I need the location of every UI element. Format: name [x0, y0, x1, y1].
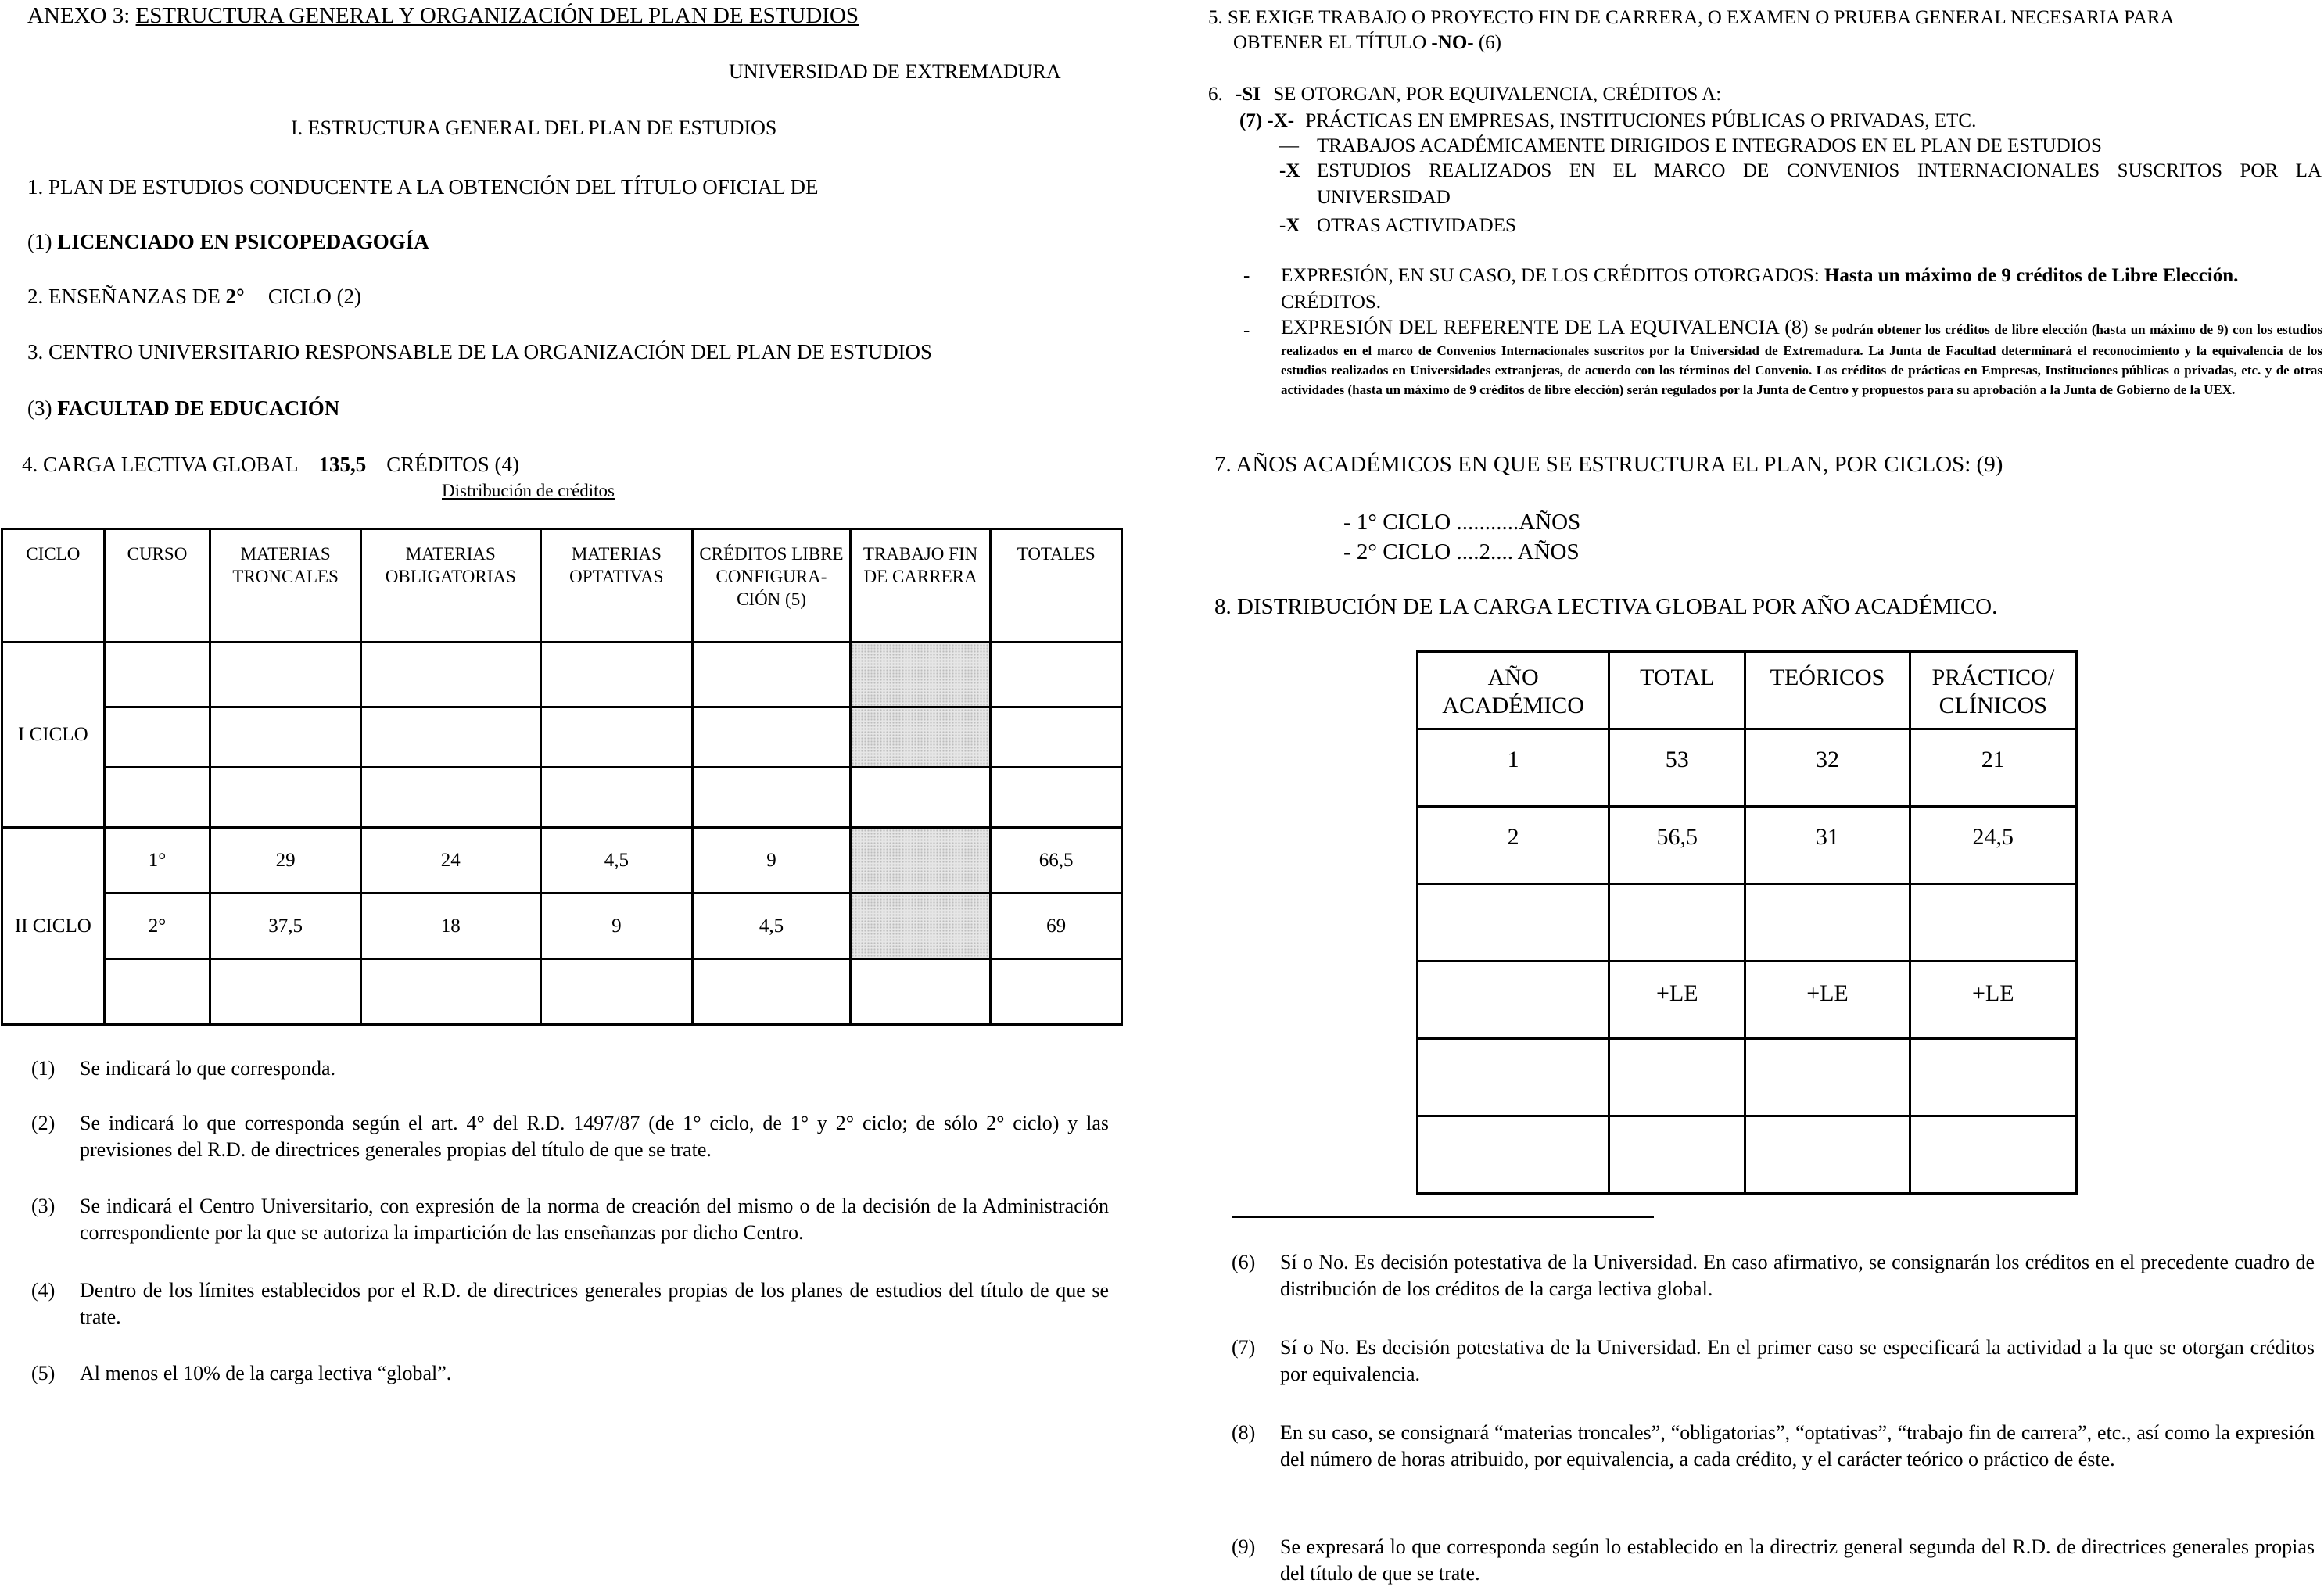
table-row: [1418, 1116, 2077, 1194]
item-6-line: 6. -SI SE OTORGAN, POR EQUIVALENCIA, CRÉDITOS A:: [1208, 84, 1722, 105]
item-1-label: 1. PLAN DE ESTUDIOS CONDUCENTE A LA OBTENCIÓN DEL TÍTULO OFICIAL DE: [27, 175, 819, 199]
footnote-2: (2) Se indicará lo que corresponda según el art. 4° del R.D. 1497/87 (de 1° ciclo, de 1° y 2° ciclo; de sólo 2° ciclo) y las previsiones del R.D. de directrices generales propias del título de que se trate.: [31, 1112, 1109, 1161]
header-troncales: MATERIAS TRONCALES: [210, 529, 361, 643]
footnote-1: (1) Se indicará lo que corresponda.: [31, 1057, 336, 1080]
header-obligatorias: MATERIAS OBLIGATORIAS: [360, 529, 540, 643]
shaded-cell: [850, 643, 991, 707]
dash-icon: -: [1243, 320, 1250, 341]
shaded-cell: [850, 894, 991, 959]
table-row: 2° 37,5 18 9 4,5 69: [2, 894, 1122, 959]
item-7-cycle-1: - 1° CICLO ...........AÑOS: [1343, 510, 1581, 535]
item-7-label: 7. AÑOS ACADÉMICOS EN QUE SE ESTRUCTURA EL PLAN, POR CICLOS: (9): [1214, 452, 2003, 477]
header-totales: TOTALES: [991, 529, 1122, 643]
footnote-6: (6) Sí o No. Es decisión potestativa de la Universidad. En caso afirmativo, se consignarán los créditos en el precedente cuadro de distribución de los créditos de la carga lectiva global.: [1232, 1251, 2315, 1300]
table-row: [1418, 1039, 2077, 1116]
footnote-4: (4) Dentro de los límites establecidos por el R.D. de directrices generales propias de los planes de estudios del título de que se trate.: [31, 1279, 1109, 1328]
ciclo-ii-cell: II CICLO: [2, 828, 105, 1025]
faculty-name: FACULTAD DE EDUCACIÓN: [57, 396, 340, 420]
item-2-line: 2. ENSEÑANZAS DE 2° CICLO (2): [27, 285, 362, 308]
item-5-line-2: OBTENER EL TÍTULO -NO- (6): [1233, 32, 1501, 53]
table-row: 2 56,5 31 24,5: [1418, 807, 2077, 884]
distribution-caption: Distribución de créditos: [442, 481, 615, 500]
equivalence-reference-value: Se podrán obtener los créditos de libre elección (hasta un máximo de 9) con los estudios realizados en el marco de Convenios Internacionales suscritos por la Universidad de Extremadura. La Junta de Facultad determinará el reconocimiento y la equivalencia de los estudios realizados en Universidades extranjeras, de acuerdo con los términos del Convenio. Los créditos de prácticas en Empresas, Instituciones públicas o privadas, etc. y de otras actividades (hasta un máximo de 9 créditos de libre elección) serán regulados por la Junta de Centro y propuestos para su aprobación a la Junta de Gobierno de la UEX.: [1281, 322, 2322, 397]
item-8-label: 8. DISTRIBUCIÓN DE LA CARGA LECTIVA GLOBAL POR AÑO ACADÉMICO.: [1214, 594, 1998, 619]
list-item-text: TRABAJOS ACADÉMICAMENTE DIRIGIDOS E INTEGRADOS EN EL PLAN DE ESTUDIOS: [1317, 135, 2102, 156]
item-7-cycle-2: - 2° CICLO ....2.... AÑOS: [1343, 539, 1580, 564]
ciclo-i-cell: I CICLO: [2, 643, 105, 828]
section-title: I. ESTRUCTURA GENERAL DEL PLAN DE ESTUDIOS: [291, 116, 777, 139]
list-item: -X: [1279, 160, 1300, 181]
header-teoricos: TEÓRICOS: [1745, 652, 1910, 729]
annex-heading: ANEXO 3: ESTRUCTURA GENERAL Y ORGANIZACIÓN DEL PLAN DE ESTUDIOS: [27, 3, 859, 28]
dash-icon: -: [1243, 265, 1250, 286]
header-total: TOTAL: [1609, 652, 1745, 729]
header-practico-clinicos: PRÁCTICO/ CLÍNICOS: [1910, 652, 2076, 729]
shaded-cell: [850, 707, 991, 768]
footnote-5: (5) Al menos el 10% de la carga lectiva “global”.: [31, 1362, 452, 1384]
table-row: II CICLO 1° 29 24 4,5 9 66,5: [2, 828, 1122, 894]
university-name: UNIVERSIDAD DE EXTREMADURA: [729, 60, 1061, 83]
footnote-8: (8) En su caso, se consignará “materias troncales”, “obligatorias”, “optativas”, “trabajo fin de carrera”, etc., así como la expresión del número de horas atribuido, por equivalencia, a cada crédito, y el carácter teórico o práctico de éste.: [1232, 1421, 2315, 1470]
footnote-9: (9) Se expresará lo que corresponda según lo establecido en la directriz general segunda del R.D. de directrices generales propias del título de que se trate.: [1232, 1535, 2315, 1585]
footnote-3: (3) Se indicará el Centro Universitario, con expresión de la norma de creación del mismo o de la decisión de la Administración correspondiente por la que se autoriza la impartición de las enseñanzas por dicho Centro.: [31, 1195, 1109, 1244]
cycle-value: 2°: [225, 285, 245, 308]
footnote-7: (7) Sí o No. Es decisión potestativa de la Universidad. En el primer caso se especificará la actividad a la que se otorgan créditos por equivalencia.: [1232, 1336, 2315, 1385]
final-project-value: NO: [1437, 32, 1468, 53]
list-item: -X: [1279, 215, 1300, 236]
header-ciclo: CICLO: [2, 529, 105, 643]
item-1-value-line: (1) LICENCIADO EN PSICOPEDAGOGÍA: [27, 230, 429, 253]
list-item-text: ESTUDIOS REALIZADOS EN EL MARCO DE CONVENIOS INTERNACIONALES SUSCRITOS POR LA UNIVERSIDAD: [1317, 160, 2322, 208]
credits-expression: EXPRESIÓN, EN SU CASO, DE LOS CRÉDITOS OTORGADOS: Hasta un máximo de 9 créditos de Libre Elección. CRÉDITOS.: [1281, 265, 2239, 313]
academic-year-distribution-table: [1416, 650, 2078, 1195]
degree-title: LICENCIADO EN PSICOPEDAGOGÍA: [57, 230, 429, 253]
shaded-cell: [850, 828, 991, 894]
header-trabajo-fin-carrera: TRABAJO FIN DE CARRERA: [850, 529, 991, 643]
list-item: —: [1279, 135, 1299, 156]
item-3-value-line: (3) FACULTAD DE EDUCACIÓN: [27, 396, 340, 420]
item-3-label: 3. CENTRO UNIVERSITARIO RESPONSABLE DE LA ORGANIZACIÓN DEL PLAN DE ESTUDIOS: [27, 340, 933, 364]
list-item: (7) -X- PRÁCTICAS EN EMPRESAS, INSTITUCIONES PÚBLICAS O PRIVADAS, ETC.: [1239, 110, 1977, 131]
table-row: 1 53 32 21: [1418, 729, 2077, 807]
credits-expression-value: Hasta un máximo de 9 créditos de Libre Elección.: [1824, 265, 2239, 286]
credits-distribution-table: [1, 528, 1123, 1026]
equivalence-mark: -SI: [1236, 84, 1261, 105]
list-item-text: OTRAS ACTIVIDADES: [1317, 215, 1516, 236]
total-credits: 135,5: [318, 453, 367, 476]
annex-title: ESTRUCTURA GENERAL Y ORGANIZACIÓN DEL PLAN DE ESTUDIOS: [135, 3, 859, 28]
item-5-line-1: 5. SE EXIGE TRABAJO O PROYECTO FIN DE CARRERA, O EXAMEN O PRUEBA GENERAL NECESARIA PARA: [1208, 7, 2175, 28]
footnote-divider: [1232, 1216, 1654, 1218]
item-4-line: 4. CARGA LECTIVA GLOBAL 135,5 CRÉDITOS (4): [22, 453, 520, 476]
table-row: +LE +LE +LE: [1418, 962, 2077, 1039]
header-ano-academico: AÑO ACADÉMICO: [1418, 652, 1609, 729]
header-curso: CURSO: [104, 529, 210, 643]
header-optativas: MATERIAS OPTATIVAS: [540, 529, 693, 643]
equivalence-reference: EXPRESIÓN DEL REFERENTE DE LA EQUIVALENCIA (8) Se podrán obtener los créditos de libre elección (hasta un máximo de 9) con los estudios realizados en el marco de Convenios Internacionales suscritos por la Universidad de Extremadura. La Junta de Facultad determinará el reconocimiento y la equivalencia de los estudios realizados en Universidades extranjeras, de acuerdo con los términos del Convenio. Los créditos de prácticas en Empresas, Instituciones públicas o privadas, etc. y de otras actividades (hasta un máximo de 9 créditos de libre elección) serán regulados por la Junta de Centro y propuestos para su aprobación a la Junta de Gobierno de la UEX.: [1281, 316, 2322, 397]
table-row: [1418, 884, 2077, 962]
header-libre-configuracion: CRÉDITOS LIBRE CONFIGURA- CIÓN (5): [693, 529, 851, 643]
